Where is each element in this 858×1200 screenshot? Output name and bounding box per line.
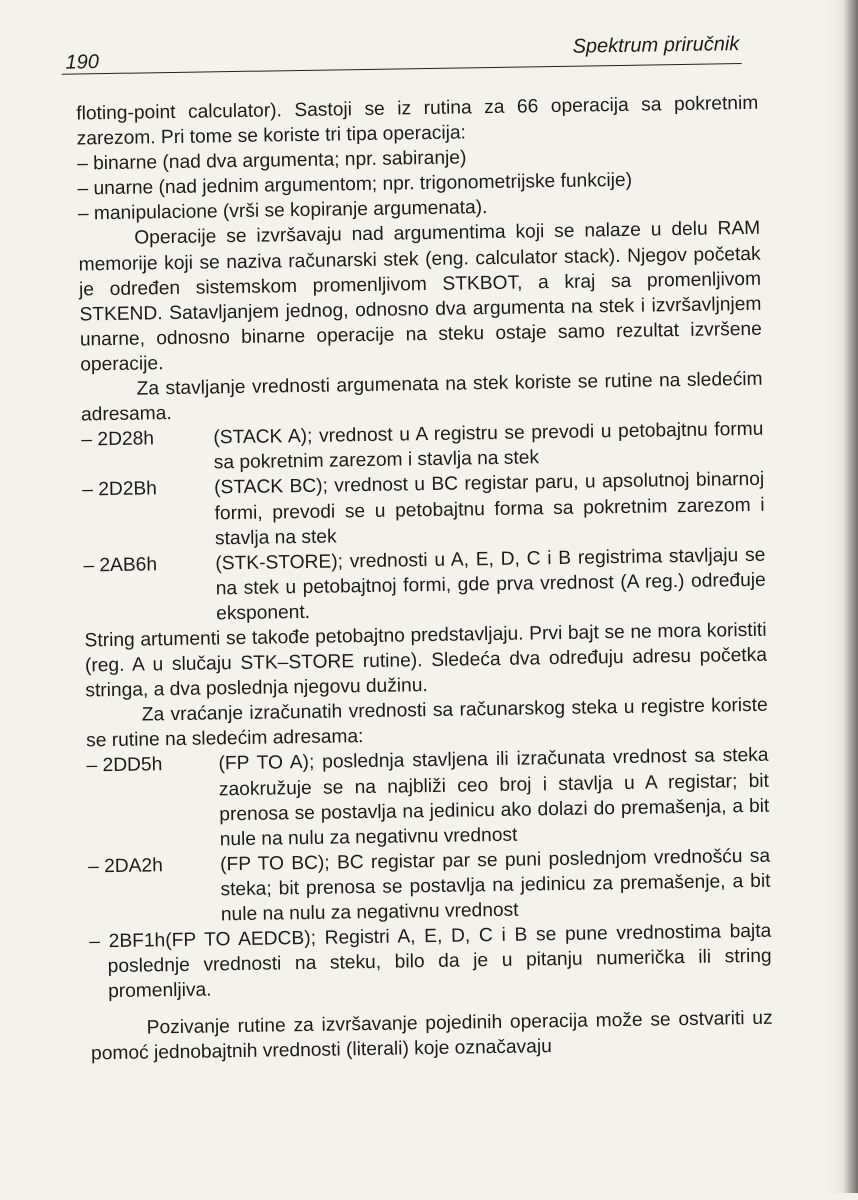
page-body [76, 91, 773, 1067]
routine-address: – 2DA2h [87, 855, 163, 878]
list-item-unary: – unarne (nad jednim argumentom; npr. trigonometrijske funkcije) [77, 170, 633, 200]
routine-description: (FP TO A); poslednja stavljena ili izračunata vrednost sa steka zaokružuje se na najbliži ceo broj i stavlja u A registar; bit prenosa se postavlja na jedinicu ako dolazi do premašenja, a bit nule na nulu za negativnu vrednost [218, 745, 770, 851]
list-item-manipulation: – manipulacione (vrši se kopiranje argumenata). [77, 197, 488, 225]
routine-description: (STACK BC); vrednost u BC registar paru, u apsolutnoj binarnoj formi, prevodi se u petobajtnu forma sa pokretnim zarezom i stavlja na stek [214, 469, 765, 549]
page-header [61, 31, 741, 75]
scan-edge-shadow [828, 0, 858, 1193]
routine-entry [86, 743, 769, 854]
routine-description: (STACK A); vrednost u A registru se prevodi u petobajtnu formu sa pokretnim zarezom i stavlja na stek [213, 418, 764, 474]
list-item-binary: – binarne (nad dva argumenta; npr. sabiranje) [76, 147, 467, 175]
page-number: 190 [65, 51, 100, 74]
routine-entry-aedcb: – 2BF1h(FP TO AEDCB); Registri A, E, D, C i B se pune vrednostima bajta poslednje vrednosti na steku, bilo da je u pitanju numerička ili string promenljiva. [89, 920, 772, 1003]
book-title: Spektrum priručnik [572, 33, 740, 58]
paragraph-string-arguments: String artumenti se takođe petobajtno predstavljaju. Prvi bajt se ne mora koristiti (reg. A u slučaju STK–STORE rutine). Sledeća dva određuju adresu početka stringa, a dva poslednja njegovu dužinu. [84, 619, 768, 702]
paragraph-stack-routines: Za stavljanje vrednosti argumenata na stek koriste se rutine na sledećim adresama. [80, 368, 763, 426]
paragraph-calculator-stack: Operacije se izvršavaju nad argumentima koji se nalaze u delu RAM memorije koji se naziva računarski stek (eng. calculator stack). Njegov početak je određen sistemskom promenljivom STKBOT, a kraj sa promenljivom STKEND. Satavljanjem jednog, odnosno dva argumenta na stek i izvršavljnjem unarne, odnosno binarne operacije na steku ostaje samo rezultat izvršene operacije. [78, 218, 762, 376]
paragraph-intro: floting-point calculator). Sastoji se iz rutina za 66 operacija sa pokretnim zarezom. Pri tome se koriste tri tipa operacija: [76, 92, 759, 150]
routine-address: – 2D28h [81, 428, 155, 451]
routine-address: – 2AB6h [83, 553, 158, 577]
routine-address: – 2D2Bh [82, 478, 158, 501]
routine-description: (STK-STORE); vrednosti u A, E, D, C i B registrima stavljaju se na stek u petobajtnoj formi, gde prva vrednost (A reg.) određuje eksponent. [215, 544, 766, 625]
paragraph-literals: Pozivanje rutine za izvršavanje pojedinih operacija može se ostvariti uz pomoć jednobajtnih vrednosti (literali) koje označavaju [90, 1008, 773, 1065]
routine-entry [83, 542, 766, 628]
routine-description: (FP TO BC); BC registar par se puni poslednjom vrednošću sa steka; bit prenosa se postavlja na jedinicu za premašenje, a bit nule na nulu za negativnu vrednost [219, 845, 771, 926]
paragraph-return-routines: Za vraćanje izračunatih vrednosti sa računarskog steka u registre koriste se rutine na sledećim adresama: [86, 694, 768, 752]
routine-entry [82, 467, 765, 553]
routine-entry [88, 844, 771, 930]
routine-address: – 2DD5h [86, 754, 163, 777]
